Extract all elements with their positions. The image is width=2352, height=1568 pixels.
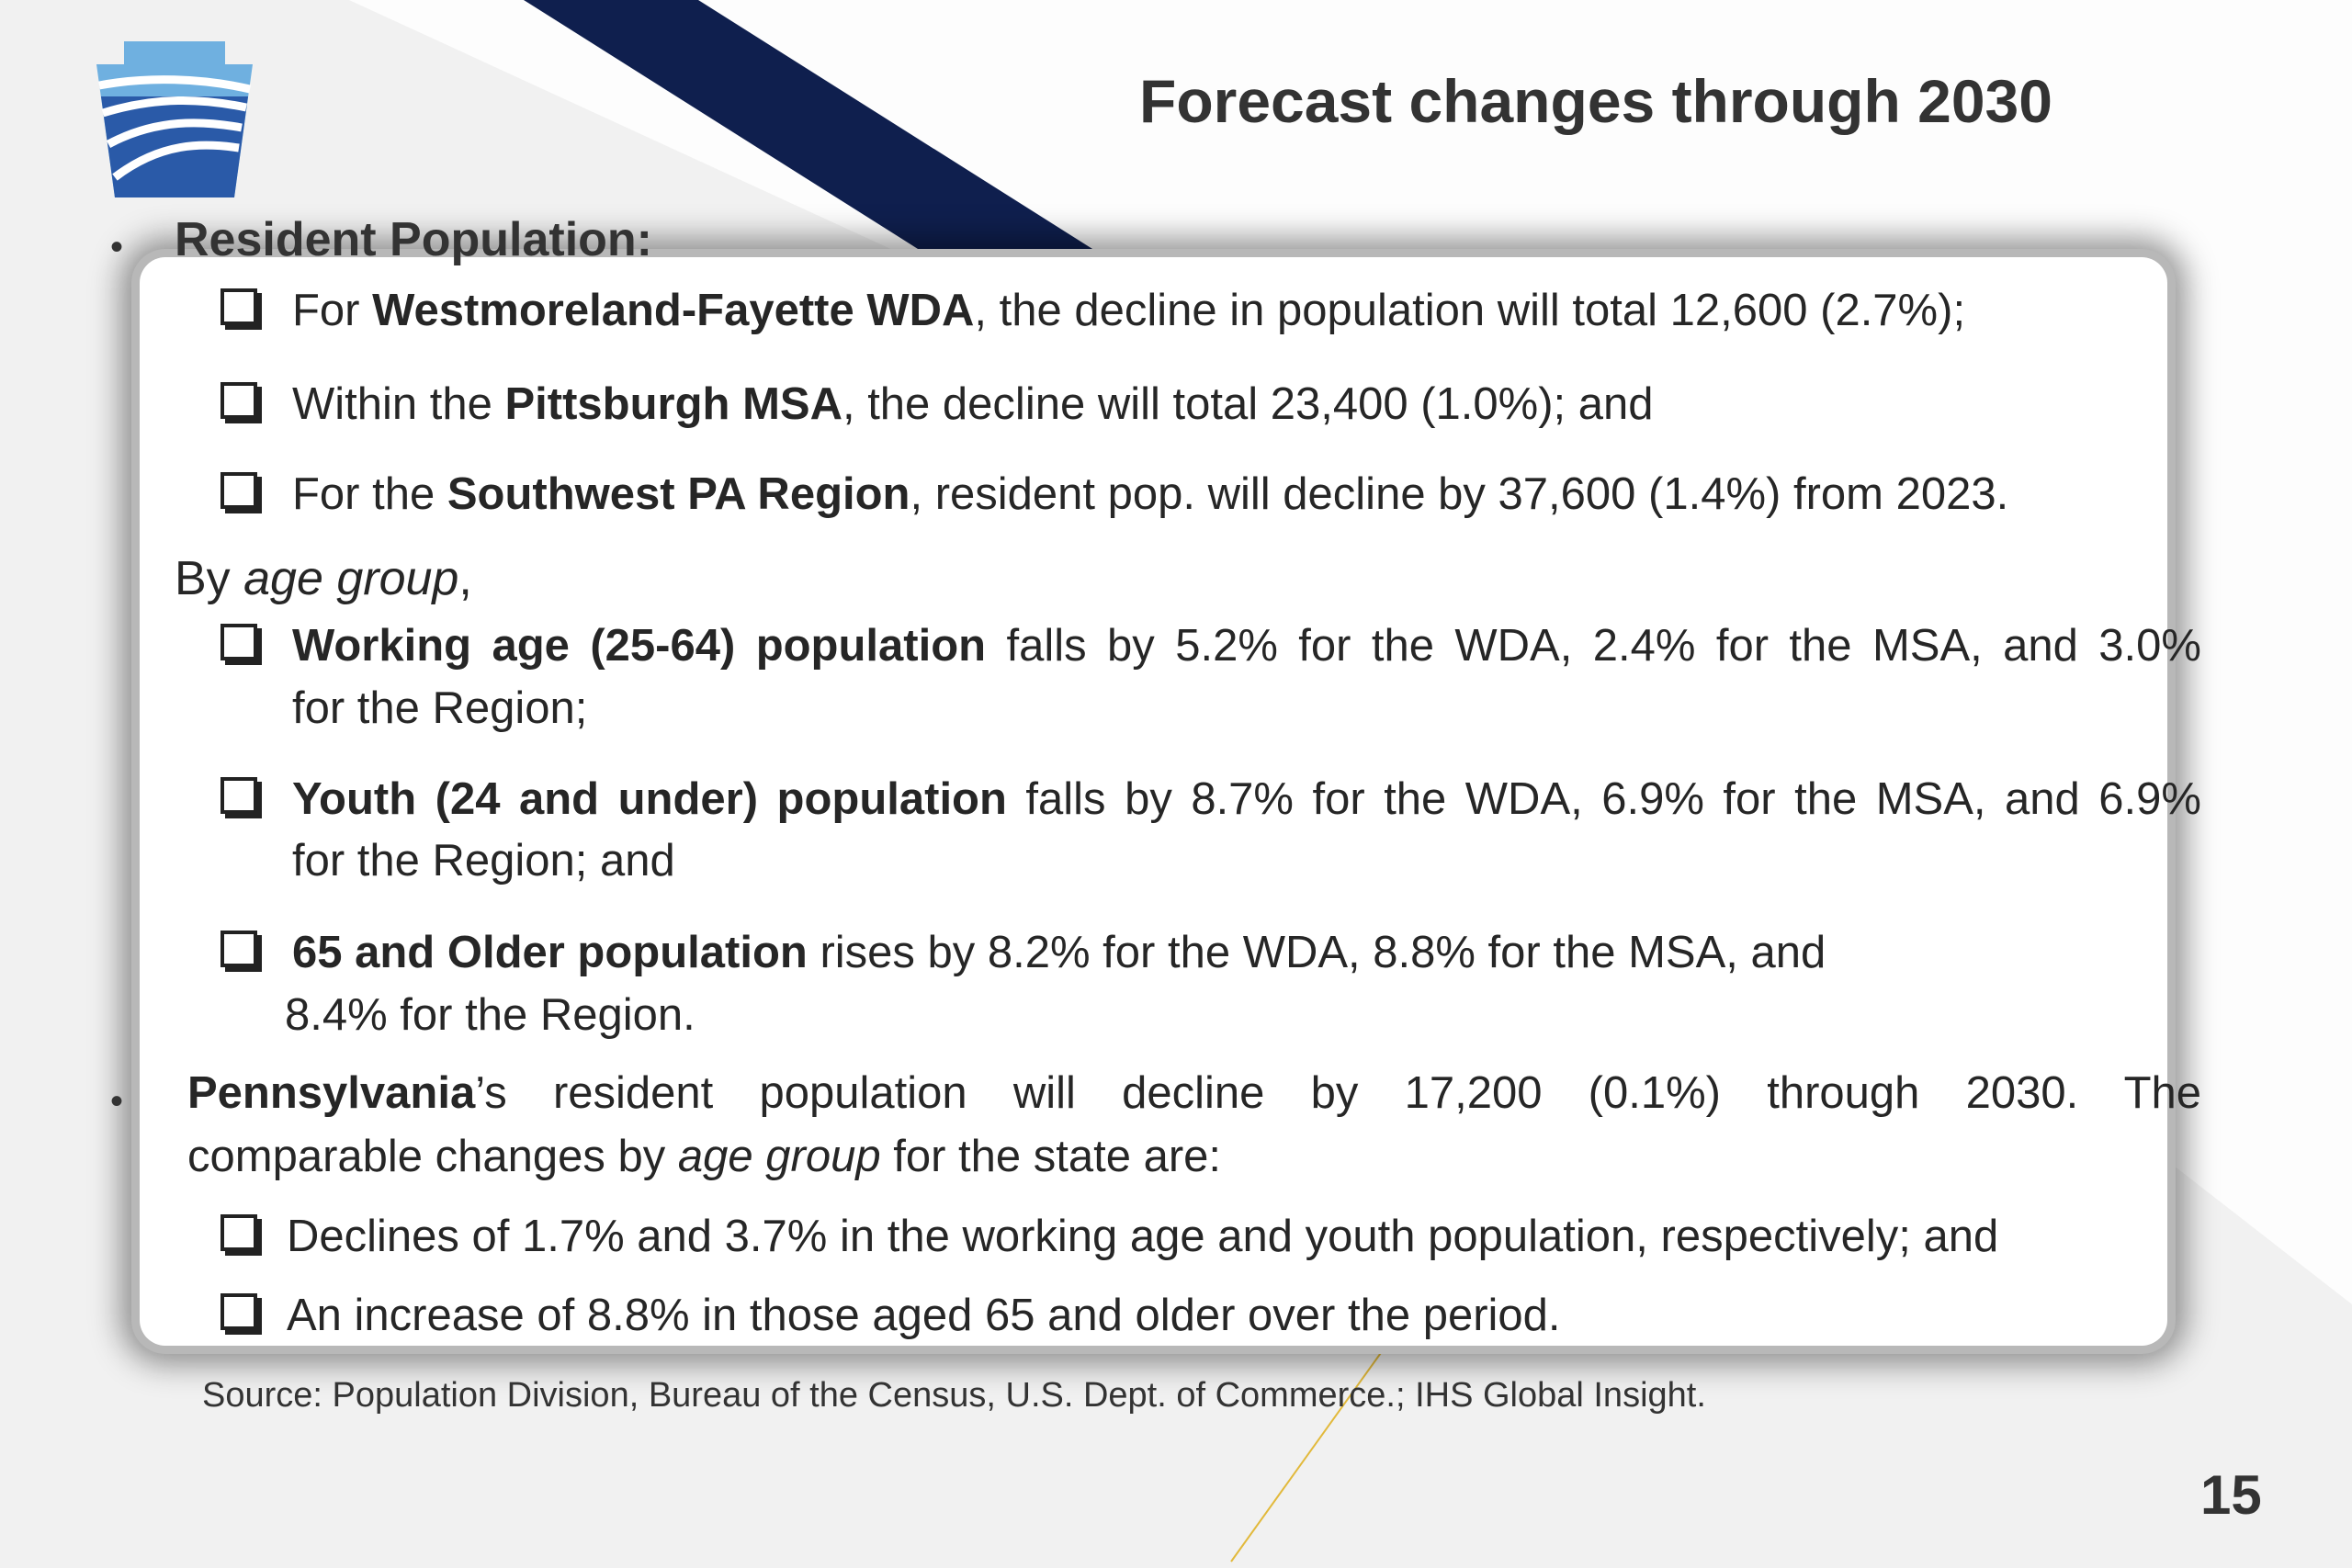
- age-item-youth: Youth (24 and under) population falls by 8.7% for the WDA, 6.9% for the MSA, and 6.9%: [292, 774, 2201, 824]
- checkbox-bullet-icon: [220, 624, 257, 660]
- resident-heading: Resident Population:: [175, 213, 652, 266]
- checkbox-bullet-icon: [220, 472, 257, 509]
- age-item-working: Working age (25-64) population falls by 5.2% for the WDA, 2.4% for the MSA, and 3.0%: [292, 621, 2201, 671]
- list-item: Within the Pittsburgh MSA, the decline will total 23,400 (1.0%); and: [292, 379, 1654, 429]
- list-item: For the Southwest PA Region, resident pop. will decline by 37,600 (1.4%) from 2023.: [292, 469, 2009, 519]
- slide-title: Forecast changes through 2030: [1139, 67, 2052, 135]
- state-item: An increase of 8.8% in those aged 65 and older over the period.: [287, 1291, 1561, 1340]
- age-item-older: 65 and Older population rises by 8.2% for the WDA, 8.8% for the MSA, and: [292, 928, 1826, 977]
- keystone-logo-icon: [92, 41, 257, 202]
- bullet-dot: •: [110, 227, 124, 267]
- bullet-dot: •: [110, 1081, 124, 1122]
- pa-paragraph-line1: Pennsylvania’s resident population will decline by 17,200 (0.1%) through 2030. The: [187, 1068, 2201, 1118]
- age-item-older-line2: 8.4% for the Region.: [285, 990, 695, 1040]
- state-item: Declines of 1.7% and 3.7% in the working age and youth population, respectively; and: [287, 1212, 1999, 1261]
- list-item: For Westmoreland-Fayette WDA, the decline in population will total 12,600 (2.7%);: [292, 286, 1966, 335]
- checkbox-bullet-icon: [220, 1293, 257, 1330]
- page-number: 15: [2200, 1464, 2262, 1526]
- checkbox-bullet-icon: [220, 931, 257, 967]
- age-item-working-line2: for the Region;: [292, 683, 588, 733]
- checkbox-bullet-icon: [220, 1214, 257, 1251]
- checkbox-bullet-icon: [220, 777, 257, 814]
- pa-paragraph-line2: comparable changes by age group for the state are:: [187, 1132, 1222, 1181]
- checkbox-bullet-icon: [220, 382, 257, 419]
- checkbox-bullet-icon: [220, 288, 257, 325]
- age-item-youth-line2: for the Region; and: [292, 836, 675, 886]
- source-note: Source: Population Division, Bureau of the Census, U.S. Dept. of Commerce.; IHS Global Insight.: [202, 1376, 1706, 1415]
- age-group-intro: By age group,: [175, 552, 472, 605]
